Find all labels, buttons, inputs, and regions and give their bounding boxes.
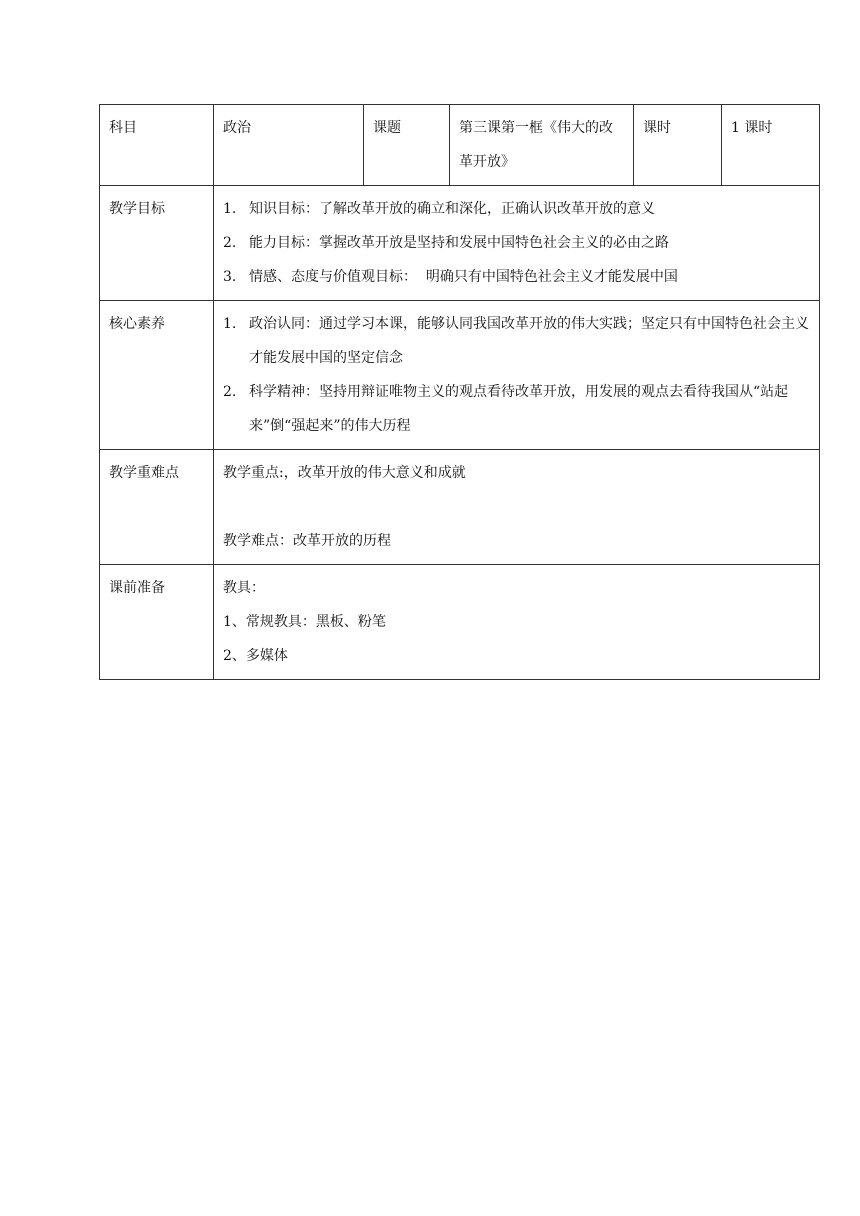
topic-label: 课题	[364, 105, 450, 186]
keypoints-label: 教学重难点	[100, 450, 214, 565]
list-item: 1. 政治认同：通过学习本课，能够认同我国改革开放的伟大实践；坚定只有中国特色社会主义才能发展中国的坚定信念	[223, 307, 810, 375]
literacy-content	[214, 301, 820, 450]
literacy-science: 科学精神：坚持用辩证唯物主义的观点看待改革开放，用发展的观点去看待我国从“站起来”倒“强起来”的伟大历程	[249, 384, 789, 434]
prep-content	[214, 565, 820, 680]
keypoints-row	[100, 450, 820, 565]
goal-knowledge: 知识目标：了解改革开放的确立和深化，正确认识改革开放的意义	[249, 201, 655, 217]
prep-line: 教具：	[223, 580, 265, 596]
prep-line: 1、常规教具：黑板、粉笔	[223, 614, 386, 630]
list-item: 1. 知识目标：了解改革开放的确立和深化，正确认识改革开放的意义	[223, 192, 810, 226]
period-label: 课时	[634, 105, 722, 186]
lesson-plan-table	[99, 104, 820, 680]
keypoints-content	[214, 450, 820, 565]
literacy-political: 政治认同：通过学习本课，能够认同我国改革开放的伟大实践；坚定只有中国特色社会主义才能发展中国的坚定信念	[249, 316, 809, 366]
period-value: 1 课时	[722, 105, 820, 186]
key-point: 教学重点:，改革开放的伟大意义和成就	[223, 465, 466, 481]
difficult-point: 教学难点：改革开放的历程	[223, 533, 391, 549]
subject-value: 政治	[214, 105, 364, 186]
list-item: 3. 情感、态度与价值观目标： 明确只有中国特色社会主义才能发展中国	[223, 260, 810, 294]
prep-label: 课前准备	[100, 565, 214, 680]
goal-attitude: 情感、态度与价值观目标： 明确只有中国特色社会主义才能发展中国	[249, 269, 678, 285]
goals-label: 教学目标	[100, 186, 214, 301]
goal-ability: 能力目标：掌握改革开放是坚持和发展中国特色社会主义的必由之路	[249, 235, 669, 251]
prep-line: 2、多媒体	[223, 648, 288, 664]
topic-value: 第三课第一框《伟大的改革开放》	[450, 105, 634, 186]
header-row	[100, 105, 820, 186]
list-item: 2. 科学精神：坚持用辩证唯物主义的观点看待改革开放，用发展的观点去看待我国从“站起来”倒“强起来”的伟大历程	[223, 375, 810, 443]
goals-content	[214, 186, 820, 301]
literacy-label: 核心素养	[100, 301, 214, 450]
literacy-row	[100, 301, 820, 450]
list-item: 2. 能力目标：掌握改革开放是坚持和发展中国特色社会主义的必由之路	[223, 226, 810, 260]
goals-row	[100, 186, 820, 301]
prep-row	[100, 565, 820, 680]
subject-label: 科目	[100, 105, 214, 186]
